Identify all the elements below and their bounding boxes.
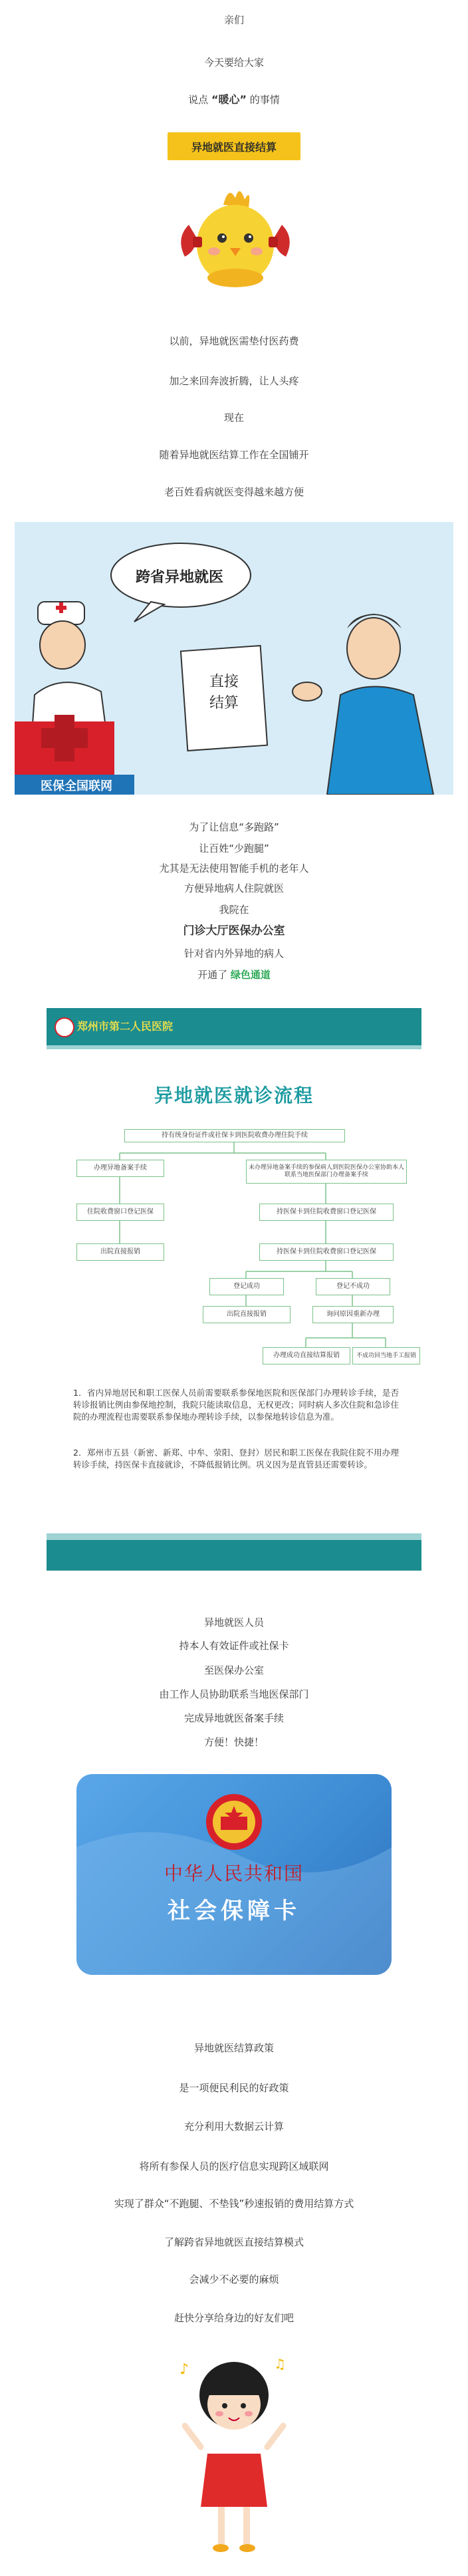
office-name: 门诊大厅医保办公室 (183, 924, 285, 938)
flow-step-retry: 询问原因重新办理 (312, 1306, 394, 1323)
topic-badge: 异地就医直接结算 (168, 132, 300, 160)
block4-line-6: 了解跨省异地就医直接结算模式 (164, 2236, 304, 2248)
block4-line-4: 将所有参保人员的医疗信息实现跨区域联网 (139, 2160, 329, 2172)
flow-step-register-right-2: 持医保卡到住院收费窗口登记医保 (259, 1243, 394, 1261)
block3-line-4: 由工作人员协助联系当地医保部门 (159, 1688, 309, 1700)
block4-line-1: 异地就医结算政策 (193, 2042, 274, 2054)
block4-line-7: 会减少不必要的麻烦 (189, 2273, 279, 2285)
flow-step-filed: 办理异地备案手续 (76, 1160, 164, 1177)
intro-line-2: 今天要给大家 (203, 57, 264, 68)
block1-line-1: 以前，异地就医需垫付医药费 (169, 335, 299, 347)
block3-line-2: 持本人有效证件或社保卡 (179, 1640, 289, 1652)
flow-step-register-left: 住院收费窗口登记医保 (76, 1204, 164, 1221)
block3-line-3: 至医保办公室 (203, 1664, 264, 1676)
intro-line-1: 亲们 (223, 14, 244, 26)
block2-line-7: 针对省内外异地的病人 (183, 948, 284, 960)
block4-line-5: 实现了群众“不跑腿、不垫钱”秒速报销的费用结算方式 (114, 2198, 354, 2210)
chick-mascot-image (169, 178, 302, 291)
block2-line-8-pre: 开通了 (197, 969, 228, 981)
flow-step-success: 登记成功 (209, 1278, 284, 1295)
flow-step-manual: 不成功回当地手工报销 (352, 1347, 420, 1364)
flow-step-failure: 登记不成功 (316, 1278, 390, 1295)
speech-bubble-text: 跨省异地就医 (135, 569, 223, 586)
intro-line-3-pre: 说点 (188, 94, 209, 106)
card-name: 社会保障卡 (168, 1898, 300, 1924)
block4-line-8: 赶快分享给身边的好友们吧 (174, 2312, 294, 2324)
block3-line-1: 异地就医人员 (203, 1616, 264, 1628)
document-text (194, 672, 254, 714)
flow-step-not-filed: 未办理异地备案手续的参保病人到医院医保办公室协助本人联系当地医保部门办理备案手续 (246, 1160, 407, 1184)
document-text-line-1: 直接 (209, 674, 239, 690)
process-flowchart (47, 1008, 421, 1571)
flowchart-note-2: 2．郑州市五县（新密、新郑、中牟、荥阳、登封）居民和职工医保在我院住院不用办理转诊手续，持医保卡直接就诊，不降低报销比例。巩义因为是直管县还需要转诊。 (73, 1448, 399, 1470)
cartoon-girl-image (174, 2347, 294, 2563)
flow-step-direct-reimburse-left: 出院直接报销 (76, 1243, 164, 1261)
social-security-card-image (76, 1774, 392, 1975)
block1-line-2: 加之来回奔波折腾，让人头疼 (169, 375, 299, 387)
flow-step-settle: 办理成功直接结算报销 (263, 1347, 350, 1364)
block2-line-4: 方便异地病人住院就医 (183, 882, 284, 894)
block3-line-5: 完成异地就医备案手续 (183, 1712, 284, 1724)
block4-line-3: 充分利用大数据云计算 (183, 2121, 284, 2132)
block2-line-8 (0, 968, 468, 981)
block3-line-6: 方便！快捷！ (203, 1736, 264, 1748)
flow-step-admission: 持有统身份证件或社保卡到医院收费办理住院手续 (124, 1129, 345, 1142)
hospital-name: 郑州市第二人民医院 (77, 1020, 174, 1033)
svg-text:♪: ♪ (179, 2361, 189, 2378)
flow-step-direct-reimburse: 出院直接报销 (203, 1306, 291, 1323)
block2-line-1: 为了让信息“多跑路” (189, 821, 279, 833)
block2-line-3: 尤其是无法使用智能手机的老年人 (159, 862, 309, 874)
svg-text:♫: ♫ (274, 2356, 286, 2372)
block1-line-4: 随着异地就医结算工作在全国铺开 (159, 449, 309, 461)
intro-highlight: “暖心” (211, 93, 247, 106)
block1-line-5: 老百姓看病就医变得越来越方便 (164, 486, 304, 498)
block2-line-2: 让百姓“少跑腿” (199, 842, 269, 854)
flowchart-note-1: 1．省内异地居民和职工医保人员前需要联系参保地医院和医保部门办理转诊手续，是否转诊报销比例由参保地控制，我院只能读取信息，无权更改；同时病人多次住院和急诊住院的办理流程也需要联系参保地办理转诊手续，以参保地转诊信息为准。 (73, 1388, 399, 1422)
intro-line-3 (0, 93, 468, 106)
card-country: 中华人民共和国 (164, 1863, 304, 1884)
doctor-patient-illustration (15, 522, 453, 795)
document-text-line-2: 结算 (209, 695, 239, 711)
block1-line-3: 现在 (223, 412, 244, 424)
intro-line-3-post: 的事情 (249, 94, 280, 106)
flow-step-register-right: 持医保卡到住院收费窗口登记医保 (259, 1204, 394, 1221)
network-sign: 医保全国联网 (41, 779, 112, 793)
flowchart-footer-stripe (47, 1533, 421, 1540)
flowchart-title: 异地就医就诊流程 (154, 1085, 314, 1106)
flowchart-footer (47, 1540, 421, 1571)
green-channel-highlight: 绿色通道 (230, 969, 271, 981)
block2-line-5: 我院在 (219, 904, 249, 916)
block4-line-2: 是一项便民利民的好政策 (179, 2082, 289, 2094)
